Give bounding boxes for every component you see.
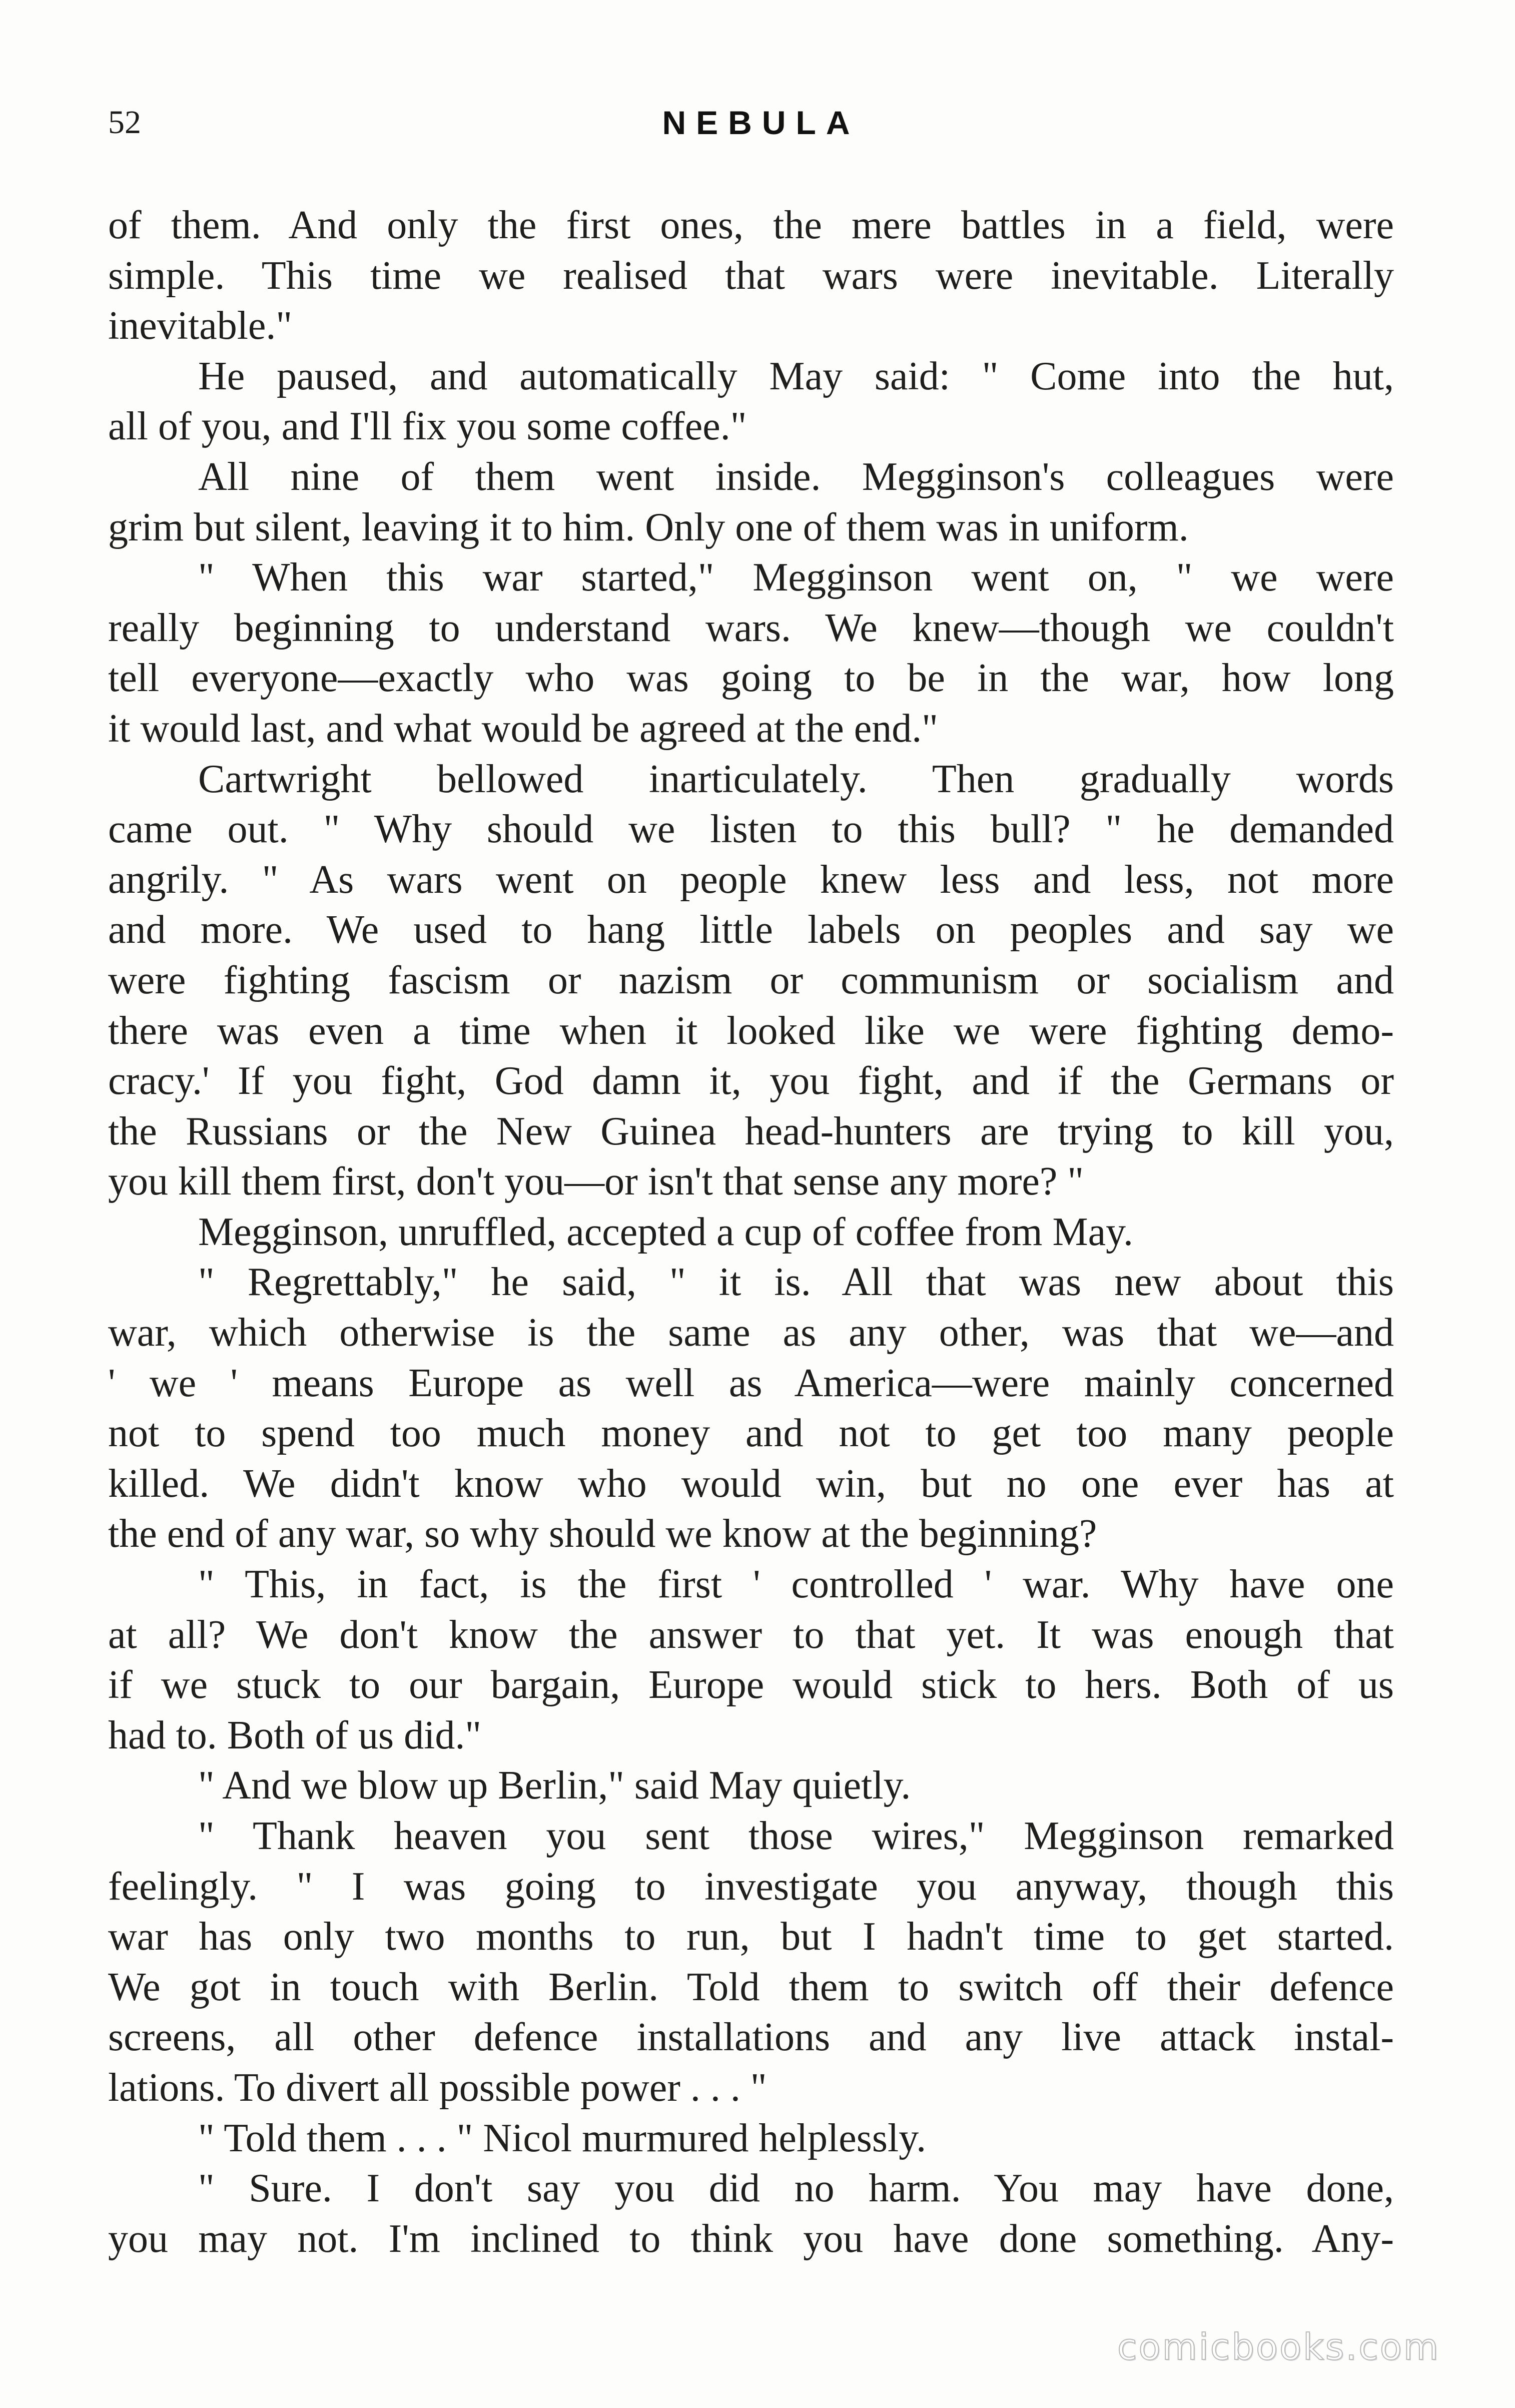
text-line: at all? We don't know the answer to that yet. It was enough that <box>108 1612 1394 1657</box>
text-line: " Sure. I don't say you did no harm. You may have done, <box>198 2166 1394 2211</box>
text-line: war has only two months to run, but I hadn't time to get started. <box>108 1915 1394 1959</box>
text-line: simple. This time we realised that wars were inevitable. Literally <box>108 253 1394 298</box>
text-line: " This, in fact, is the first ' controlled ' war. Why have one <box>198 1562 1394 1607</box>
text-line: Cartwright bellowed inarticulately. Then gradually words <box>198 757 1394 801</box>
text-line: all of you, and I'll fix you some coffee." <box>108 404 747 449</box>
magazine-title: NEBULA <box>662 104 860 141</box>
text-line: " And we blow up Berlin," said May quietly. <box>198 1763 911 1808</box>
text-line: and more. We used to hang little labels on peoples and say we <box>108 908 1394 952</box>
text-line: lations. To divert all possible power . . . " <box>108 2065 767 2110</box>
story-text <box>108 200 1394 2264</box>
text-line: were fighting fascism or nazism or communism or socialism and <box>108 958 1394 1002</box>
text-line: you may not. I'm inclined to think you have done something. Any- <box>108 2216 1394 2261</box>
text-line: inevitable." <box>108 304 293 348</box>
text-line: the Russians or the New Guinea head-hunters are trying to kill you, <box>108 1109 1394 1153</box>
text-line: We got in touch with Berlin. Told them to switch off their defence <box>108 1965 1394 2009</box>
text-line: of them. And only the first ones, the mere battles in a field, were <box>108 203 1394 247</box>
text-line: not to spend too much money and not to get too many people <box>108 1411 1394 1456</box>
text-line: screens, all other defence installations and any live attack instal- <box>108 2015 1394 2060</box>
running-head <box>108 98 1394 153</box>
text-line: tell everyone—exactly who was going to be in the war, how long <box>108 656 1394 701</box>
text-line: really beginning to understand wars. We knew—though we couldn't <box>108 606 1394 650</box>
text-line: He paused, and automatically May said: " Come into the hut, <box>198 354 1394 398</box>
text-line: if we stuck to our bargain, Europe would stick to hers. Both of us <box>108 1663 1394 1707</box>
watermark-logo: comicbooks.com <box>1117 2326 1440 2368</box>
text-line: " Regrettably," he said, " it is. All that was new about this <box>198 1260 1394 1305</box>
text-line: cracy.' If you fight, God damn it, you fight, and if the Germans or <box>108 1059 1394 1103</box>
text-line: you kill them first, don't you—or isn't that sense any more? " <box>108 1159 1084 1204</box>
text-line: grim but silent, leaving it to him. Only one of them was in uniform. <box>108 505 1189 549</box>
text-line: had to. Both of us did." <box>108 1713 481 1757</box>
text-line: feelingly. " I was going to investigate you anyway, though this <box>108 1864 1394 1909</box>
text-line: angrily. " As wars went on people knew less and less, not more <box>108 857 1394 902</box>
text-line: Megginson, unruffled, accepted a cup of coffee from May. <box>198 1210 1133 1254</box>
text-line: " Thank heaven you sent those wires," Megginson remarked <box>198 1814 1394 1858</box>
text-line: came out. " Why should we listen to this bull? " he demanded <box>108 807 1394 852</box>
text-line: war, which otherwise is the same as any other, was that we—and <box>108 1311 1394 1355</box>
text-line: the end of any war, so why should we know at the beginning? <box>108 1512 1097 1556</box>
text-line: " When this war started," Megginson went on, " we were <box>198 555 1394 600</box>
text-line: killed. We didn't know who would win, but no one ever has at <box>108 1461 1394 1506</box>
text-line: ' we ' means Europe as well as America—were mainly concerned <box>108 1361 1394 1405</box>
text-line: All nine of them went inside. Megginson's colleagues were <box>198 454 1394 499</box>
text-line: " Told them . . . " Nicol murmured helplessly. <box>198 2116 927 2160</box>
text-line: it would last, and what would be agreed at the end." <box>108 706 938 751</box>
page-number: 52 <box>108 104 141 141</box>
text-line: there was even a time when it looked like we were fighting demo- <box>108 1008 1394 1053</box>
